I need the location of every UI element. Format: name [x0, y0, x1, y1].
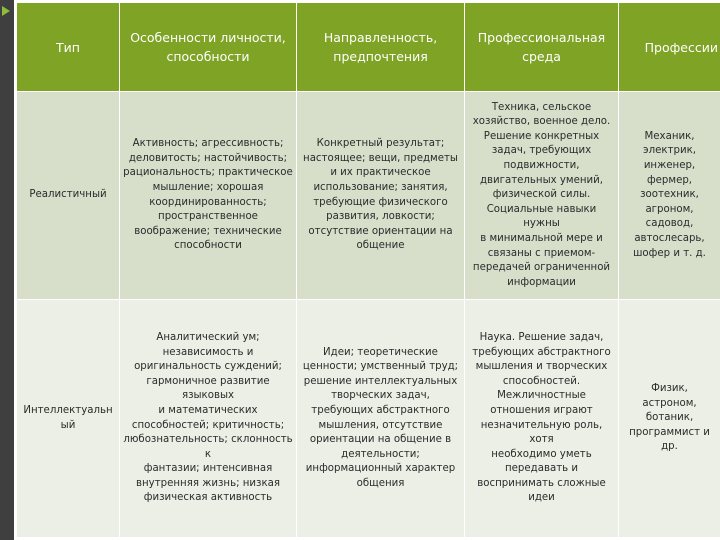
- arrow-bullet-icon: [2, 6, 10, 16]
- traits-cell: Аналитический ум; независимость и оригинальность суждений; гармоничное развитие языковых и математических способностей; критичность; любознательность; склонность к фантазии; интенсивная внутренняя жизнь; низкая физическая активность: [120, 300, 297, 538]
- environment-cell: Наука. Решение задач, требующих абстрактного мышления и творческих способностей. Межличностные отношения играют незначительную роль, хотя необходимо уметь передавать и воспринимать сложные идеи: [465, 300, 619, 538]
- type-cell: Реалистичный: [17, 92, 120, 300]
- header-professions: Профессии: [619, 3, 720, 92]
- type-cell: Интеллектуальн ый: [17, 300, 120, 538]
- environment-cell: Техника, сельское хозяйство, военное дело. Решение конкретных задач, требующих подвижности, двигательных умений, физической силы. Социальные навыки нужны в минимальной мере и связаны с приемом- передачей ограниченной информации: [465, 92, 619, 300]
- header-traits: Особенности личности, способности: [120, 3, 297, 92]
- header-environment: Профессиональная среда: [465, 3, 619, 92]
- professions-cell: Физик, астроном, ботаник, программист и др.: [619, 300, 720, 538]
- table-row: [17, 300, 720, 538]
- personality-types-table: [16, 2, 720, 538]
- preferences-cell: Идеи; теоретические ценности; умственный труд; решение интеллектуальных творческих задач, требующих абстрактного мышления, отсутствие ориентации на общение в деятельности; информационный характер общения: [297, 300, 465, 538]
- left-accent-bar: [0, 0, 14, 540]
- preferences-cell: Конкретный результат; настоящее; вещи, предметы и их практическое использование; занятия, требующие физического развития, ловкости; отсутствие ориентации на общение: [297, 92, 465, 300]
- header-row: [17, 3, 720, 92]
- header-type: Тип: [17, 3, 120, 92]
- header-preferences: Направленность, предпочтения: [297, 3, 465, 92]
- professions-cell: Механик, электрик, инженер, фермер, зоотехник, агроном, садовод, автослесарь, шофер и т. д.: [619, 92, 720, 300]
- table-row: [17, 92, 720, 300]
- traits-cell: Активность; агрессивность; деловитость; настойчивость; рациональность; практическое мышление; хорошая координированность; пространственное воображение; технические способности: [120, 92, 297, 300]
